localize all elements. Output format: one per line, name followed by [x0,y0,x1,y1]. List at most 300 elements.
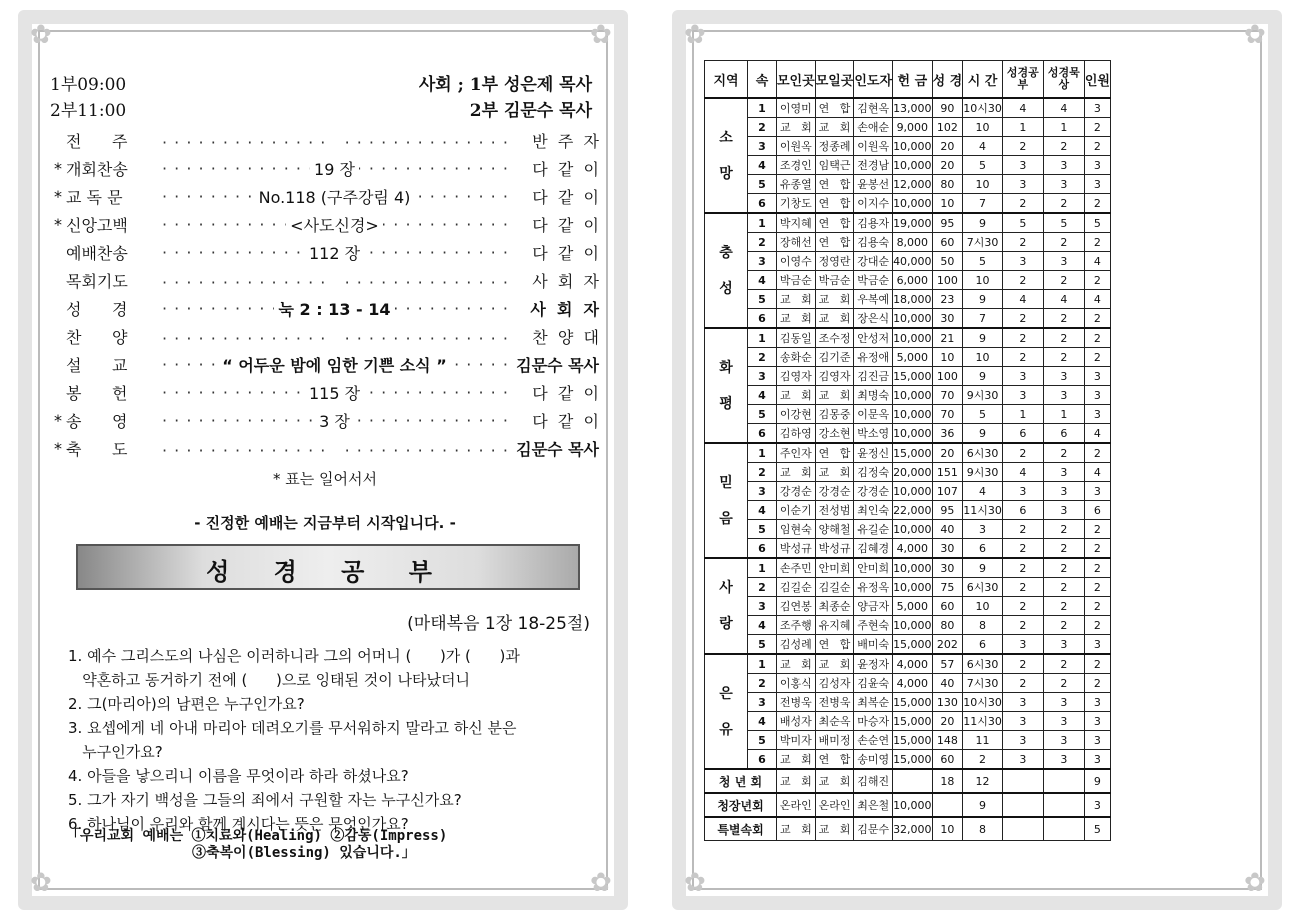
column-header: 성경공부 [1002,61,1043,99]
table-cell: 김성례 [777,635,816,655]
table-cell: 2 [1002,578,1043,597]
order-row [54,407,599,434]
table-cell: 전병욱 [777,693,816,712]
table-cell: 2 [1002,654,1043,674]
table-cell: 2 [1002,137,1043,156]
table-cell: 6 [748,424,777,444]
table-cell: 95 [932,213,963,233]
attendance-page [692,30,1262,890]
table-row [705,175,1111,194]
table-cell: 4 [748,616,777,635]
table-cell: 18 [932,769,963,793]
table-cell: 3 [1043,731,1084,750]
table-cell: 배성자 [777,712,816,731]
table-cell: 5 [748,175,777,194]
table-cell: 교 회 [777,654,816,674]
column-header: 성 경 [932,61,963,99]
table-cell: 15,000 [893,367,933,386]
table-cell: 6 [1043,424,1084,444]
table-cell: 80 [932,616,963,635]
column-header: 지역 [705,61,748,99]
table-row [705,194,1111,214]
table-cell: 151 [932,463,963,482]
table-cell: 1 [748,328,777,348]
table-cell: 2 [1084,539,1110,559]
table-cell: 1 [1043,405,1084,424]
order-presenter: 찬 양 대 [532,328,599,347]
table-cell: 2 [1002,558,1043,578]
table-cell: 8 [963,817,1003,841]
table-cell: 20 [932,443,963,463]
table-row [705,712,1111,731]
order-row [54,351,599,378]
order-label: 찬 양 [66,328,128,347]
table-cell: 3 [1002,635,1043,655]
table-cell: 배미숙 [854,635,893,655]
table-cell: 3 [1002,482,1043,501]
table-cell: 강경순 [815,482,854,501]
table-row [705,654,1111,674]
bible-study-title: 성 경 공 부 [206,558,450,586]
table-cell: 최종순 [815,597,854,616]
order-label: 전 주 [66,132,128,151]
table-cell: 박성규 [815,539,854,559]
table-cell: 3 [1043,175,1084,194]
order-presenter: 다 같 이 [532,244,599,263]
region-name: 화 평 [705,328,748,443]
table-cell: 3 [748,482,777,501]
table-cell: 6 [748,539,777,559]
table-cell: 22,000 [893,501,933,520]
table-cell: 5 [1084,817,1110,841]
table-cell: 2 [1084,137,1110,156]
table-cell: 최순옥 [815,712,854,731]
table-cell: 3 [1084,793,1110,817]
table-cell: 이지수 [854,194,893,214]
table-cell: 3 [1084,750,1110,770]
table-cell: 2 [1043,578,1084,597]
order-content: 19 장 [310,160,359,179]
table-cell: 손주민 [777,558,816,578]
table-cell: 6시30 [963,578,1003,597]
table-cell: 3 [1002,750,1043,770]
table-cell: 10 [963,271,1003,290]
table-row [705,98,1111,118]
table-cell: 연 합 [815,750,854,770]
table-row [705,252,1111,271]
table-cell: 장은식 [854,309,893,329]
order-presenter: 김문수 목사 [516,356,599,375]
table-cell [893,769,933,793]
table-cell: 1 [748,654,777,674]
table-cell: 11시30 [963,501,1003,520]
order-presenter: 다 같 이 [532,188,599,207]
table-cell: 김하영 [777,424,816,444]
table-cell: 2 [1084,674,1110,693]
table-row [705,405,1111,424]
table-cell: 강대순 [854,252,893,271]
order-row [54,183,599,210]
table-cell: 5 [1002,213,1043,233]
table-cell: 2 [1043,328,1084,348]
table-cell: 10,000 [893,137,933,156]
table-cell: 김기준 [815,348,854,367]
table-cell: 4 [1084,424,1110,444]
table-cell: 3 [1043,635,1084,655]
table-cell: 10,000 [893,578,933,597]
table-cell: 3 [748,367,777,386]
order-content [331,271,339,290]
table-cell: 2 [1002,616,1043,635]
table-cell [1043,793,1084,817]
table-cell: 6 [748,309,777,329]
table-cell: 1 [1043,118,1084,137]
table-row [705,597,1111,616]
table-cell: 전성범 [815,501,854,520]
table-cell: 유지혜 [815,616,854,635]
table-cell: 김혜경 [854,539,893,559]
table-cell: 우복예 [854,290,893,309]
order-label: 송 영 [66,412,128,431]
order-presenter: 다 같 이 [532,412,599,431]
table-cell: 5 [1084,213,1110,233]
order-content-wrap [162,381,507,404]
table-cell: 양해철 [815,520,854,539]
table-cell: 10,000 [893,424,933,444]
table-cell: 이순기 [777,501,816,520]
table-cell: 유길순 [854,520,893,539]
table-cell: 60 [932,750,963,770]
table-cell: 5 [748,520,777,539]
table-cell: 10 [963,118,1003,137]
table-cell: 손순연 [854,731,893,750]
table-cell: 5 [1043,213,1084,233]
table-row [705,424,1111,444]
table-cell: 4,000 [893,539,933,559]
table-cell: 40 [932,674,963,693]
table-cell: 최인숙 [854,501,893,520]
table-cell: 1 [748,558,777,578]
table-row [705,750,1111,770]
order-label: 예배찬송 [66,244,128,263]
table-cell: 148 [932,731,963,750]
table-cell: 10,000 [893,520,933,539]
table-cell: 안미희 [815,558,854,578]
table-row [705,539,1111,559]
flower-icon: ✿ [684,20,706,50]
table-cell: 10 [932,817,963,841]
table-row [705,271,1111,290]
table-cell: 6 [1002,501,1043,520]
order-row [54,155,599,182]
table-cell: 교 회 [815,118,854,137]
table-cell: 3 [1002,175,1043,194]
table-cell: 2 [1002,520,1043,539]
table-cell: 2 [1002,233,1043,252]
table-cell: 김용숙 [854,233,893,252]
order-content [331,327,339,346]
table-cell: 박금순 [815,271,854,290]
table-cell: 임택근 [815,156,854,175]
table-cell: 3 [1002,156,1043,175]
order-content [331,439,339,458]
flower-icon: ✿ [1244,20,1266,50]
table-cell: 3 [1043,482,1084,501]
leader-2: 2부 김문수 목사 [469,101,592,121]
table-cell: 강소현 [815,424,854,444]
table-cell: 전병욱 [815,693,854,712]
table-cell: 23 [932,290,963,309]
table-cell: 4 [1084,463,1110,482]
table-cell: 10 [963,597,1003,616]
order-content-wrap [162,327,507,346]
table-cell: 4,000 [893,654,933,674]
table-cell: 2 [1084,616,1110,635]
order-label: 축 도 [66,440,128,459]
table-cell: 주현숙 [854,616,893,635]
table-cell: 3 [1002,731,1043,750]
table-cell: 5 [748,290,777,309]
table-cell: 70 [932,405,963,424]
table-cell: 교 회 [815,290,854,309]
table-cell: 36 [932,424,963,444]
table-cell: 15,000 [893,712,933,731]
table-cell: 3 [1043,693,1084,712]
table-row [705,328,1111,348]
order-presenter: 김문수 목사 [516,440,599,459]
table-cell: 10시30 [963,98,1003,118]
table-cell: 9 [1084,769,1110,793]
table-cell: 3 [1002,712,1043,731]
table-cell: 송화순 [777,348,816,367]
order-row [54,295,599,322]
order-row [54,239,599,266]
table-cell: 8 [963,616,1003,635]
column-header: 시 간 [963,61,1003,99]
table-cell: 1 [1002,118,1043,137]
table-cell: 1 [748,98,777,118]
table-cell: 3 [1084,367,1110,386]
order-presenter: 다 같 이 [532,216,599,235]
table-cell: 7시30 [963,233,1003,252]
table-cell: 19,000 [893,213,933,233]
table-cell: 4 [1084,290,1110,309]
question-item: 2. 그(마리아)의 남편은 누구인가요? [68,695,305,713]
table-cell: 10,000 [893,194,933,214]
table-cell: 3 [1084,482,1110,501]
table-cell: 9,000 [893,118,933,137]
table-cell: 4,000 [893,674,933,693]
table-cell: 최복순 [854,693,893,712]
table-cell: 2 [1043,137,1084,156]
table-cell: 3 [1002,252,1043,271]
table-cell: 3 [748,693,777,712]
table-cell: 박지혜 [777,213,816,233]
table-row [705,616,1111,635]
order-row [54,435,599,462]
table-cell: 5 [963,252,1003,271]
table-cell: 9 [963,213,1003,233]
table-cell: 최은철 [854,793,893,817]
table-cell: 2 [1043,348,1084,367]
table-cell: 윤정자 [854,654,893,674]
table-cell: 3 [1043,252,1084,271]
table-cell: 6 [1002,424,1043,444]
table-cell: 202 [932,635,963,655]
group-row [705,817,1111,841]
table-cell: 10,000 [893,482,933,501]
table-cell: 9시30 [963,386,1003,405]
table-cell: 2 [748,578,777,597]
table-cell: 2 [1084,328,1110,348]
order-presenter: 사 회 자 [532,272,599,291]
table-cell: 100 [932,271,963,290]
table-cell: 이강현 [777,405,816,424]
table-cell: 10 [932,194,963,214]
table-cell: 60 [932,233,963,252]
table-cell: 100 [932,367,963,386]
order-content [331,131,339,150]
table-cell: 15,000 [893,635,933,655]
table-cell: 2 [1043,616,1084,635]
table-cell: 5 [748,635,777,655]
table-cell [1002,793,1043,817]
closing-line-2: ③축복이(Blessing) 있습니다.」 [192,845,416,861]
table-cell: 107 [932,482,963,501]
table-cell: 4 [748,501,777,520]
flower-icon: ✿ [684,868,706,898]
table-cell: 김영자 [815,367,854,386]
table-cell: 2 [1084,348,1110,367]
table-cell: 이원옥 [777,137,816,156]
table-cell: 40 [932,520,963,539]
table-cell: 박성규 [777,539,816,559]
table-cell: 4 [1043,290,1084,309]
column-header: 인도자 [854,61,893,99]
table-cell: 6,000 [893,271,933,290]
table-cell: 연 합 [815,213,854,233]
table-cell: 2 [1043,443,1084,463]
table-cell: 12 [963,769,1003,793]
table-cell: 교 회 [815,386,854,405]
table-cell: 3 [748,252,777,271]
order-label: 신앙고백 [66,216,128,235]
table-cell: 안성저 [854,328,893,348]
table-cell: 2 [1002,271,1043,290]
table-cell: 70 [932,386,963,405]
table-cell: 2 [748,674,777,693]
order-row [54,127,599,154]
table-cell: 이홍식 [777,674,816,693]
table-cell: 유정옥 [854,578,893,597]
table-cell: 20 [932,712,963,731]
table-cell: 2 [1084,520,1110,539]
table-cell: 3 [1084,175,1110,194]
table-cell: 6시30 [963,443,1003,463]
table-cell: 3 [1084,386,1110,405]
table-row [705,463,1111,482]
table-cell: 7시30 [963,674,1003,693]
order-content-wrap [162,213,507,236]
table-cell: 6 [1084,501,1110,520]
table-cell: 2 [1002,597,1043,616]
region-name: 소 망 [705,98,748,213]
table-cell: 4 [1002,463,1043,482]
table-cell: 3 [1084,693,1110,712]
table-cell: 박금순 [777,271,816,290]
leader-1: 사회 ; 1부 성은제 목사 [418,75,592,95]
table-cell: 4 [1002,98,1043,118]
table-cell: 7 [963,309,1003,329]
order-content-wrap [162,241,507,264]
table-row [705,443,1111,463]
table-cell: 4 [1084,252,1110,271]
bible-reference: (마태복음 1장 18-25절) [407,614,590,634]
order-row [54,379,599,406]
table-cell: 교 회 [777,309,816,329]
table-cell: 15,000 [893,443,933,463]
table-cell: 10,000 [893,328,933,348]
table-cell: 2 [1084,194,1110,214]
table-cell: 2 [1002,328,1043,348]
table-cell: 4 [748,271,777,290]
order-row [54,323,599,350]
table-cell: 3 [748,137,777,156]
table-cell: 6시30 [963,654,1003,674]
question-item: 약혼하고 동거하기 전에 ( )으로 잉태된 것이 나타났더니 [68,671,471,689]
column-header: 모일곳 [815,61,854,99]
table-cell: 양금자 [854,597,893,616]
flower-icon: ✿ [30,20,52,50]
group-name: 특별속회 [705,817,777,841]
order-content: No.118 (구주강림 4) [255,188,415,207]
table-cell: 2 [1043,597,1084,616]
table-cell: 15,000 [893,731,933,750]
table-cell: 20 [932,137,963,156]
table-cell: 10,000 [893,616,933,635]
table-cell: 3 [1043,712,1084,731]
table-cell: 김몽중 [815,405,854,424]
region-name: 사 랑 [705,558,748,654]
table-cell: 3 [1002,693,1043,712]
table-row [705,482,1111,501]
table-cell: 1 [748,213,777,233]
table-row [705,233,1111,252]
order-content: 115 장 [305,384,364,403]
table-cell: 2 [1043,539,1084,559]
table-cell: 2 [1043,309,1084,329]
table-cell: 6 [748,194,777,214]
table-cell: 3 [1002,367,1043,386]
table-cell: 김길순 [815,578,854,597]
table-cell: 장해선 [777,233,816,252]
table-cell: 김문수 [854,817,893,841]
table-cell: 10,000 [893,156,933,175]
table-cell: 2 [1002,443,1043,463]
table-cell: 10시30 [963,693,1003,712]
table-cell: 교 회 [777,463,816,482]
table-cell: 정영란 [815,252,854,271]
table-cell: 3 [1084,635,1110,655]
table-cell: 온라인 [777,793,816,817]
table-cell: 8,000 [893,233,933,252]
table-row [705,674,1111,693]
group-row [705,793,1111,817]
table-cell: 배미정 [815,731,854,750]
table-cell: 이문옥 [854,405,893,424]
table-cell: 김길순 [777,578,816,597]
table-cell: 조수정 [815,328,854,348]
